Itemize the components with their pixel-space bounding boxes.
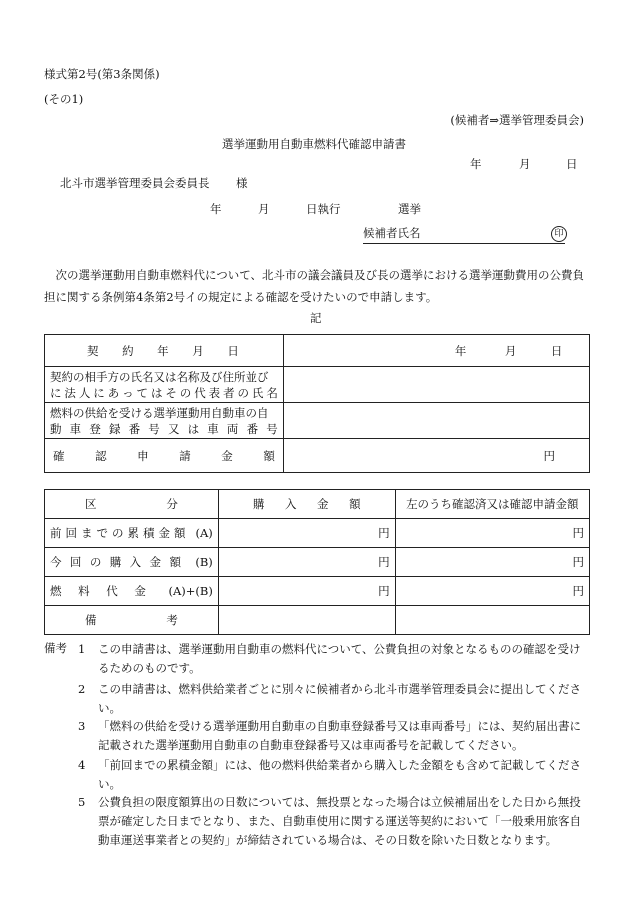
table-row <box>45 335 590 367</box>
document-title: 選挙運動用自動車燃料代確認申請書 <box>222 137 406 151</box>
candidate-name-field[interactable] <box>363 228 565 244</box>
form-number: 様式第2号(第3条関係) <box>44 67 160 81</box>
yen-unit: 円 <box>572 526 584 540</box>
table-row <box>45 548 590 577</box>
note-text: 「前回までの累積金額」には、他の燃料供給業者から購入した金額をも含めて記載してください。 <box>98 758 581 791</box>
row-label-fuel-cost: 燃 料 代 金 (A)+(B) <box>45 577 219 606</box>
body-text: 次の選挙運動用自動車燃料代について、北斗市の議会議員及び長の選挙における選挙運動費用の公費負担に関する条例第4条第2号イの規定による確認を受けたいので申請します。 <box>44 268 585 304</box>
note-number: 2 <box>78 682 86 696</box>
previous-total-purchase-field[interactable] <box>218 519 395 548</box>
form-sub-number: (その1) <box>44 92 84 106</box>
col-header-purchase-amount: 購 入 金 額 <box>218 490 395 519</box>
table-row <box>45 519 590 548</box>
yen-unit: 円 <box>572 584 584 598</box>
table-row <box>45 403 590 439</box>
note-number: 5 <box>78 795 86 809</box>
yen-unit: 円 <box>378 584 390 598</box>
contract-date-year: 年 <box>454 343 467 358</box>
contract-table <box>44 334 590 473</box>
election-held-day: 日執行 <box>306 202 341 216</box>
row-label-remarks: 備 考 <box>45 606 219 635</box>
election-month: 月 <box>258 202 270 216</box>
note-item <box>78 717 590 755</box>
contractor-field[interactable] <box>283 367 589 403</box>
amount-table <box>44 489 590 635</box>
table-row <box>45 439 590 473</box>
note-text: 「燃料の供給を受ける選挙運動用自動車の自動車登録番号又は車両番号」には、契約届出書に記載された選挙運動用自動車の自動車登録番号又は車両番号を記載してください。 <box>98 719 581 752</box>
remarks-purchase-field[interactable] <box>218 606 395 635</box>
note-text: 公費負担の限度額算出の日数については、無投票となった場合は立候補届出をした日から無投票が確定した日までとなり、また、自動車使用に関する運送等契約において「一般乗用旅客自動車運送事業者との契約」が締結されている場合は、その日数を除いた日数となります。 <box>98 795 581 847</box>
vehicle-number-field[interactable] <box>283 403 589 439</box>
fuel-cost-confirmed-field[interactable] <box>395 577 589 606</box>
row-label-current-purchase: 今 回 の 購 入 金 額 (B) <box>45 548 219 577</box>
contract-date-month: 月 <box>504 343 517 358</box>
table-header-row <box>45 490 590 519</box>
yen-unit: 円 <box>378 555 390 569</box>
note-item <box>78 680 590 718</box>
vehicle-number-label: 燃料の供給を受ける選挙運動用自動車の自 動 車 登 録 番 号 又 は 車 両 番 号 <box>45 403 284 439</box>
note-item <box>78 640 590 678</box>
request-amount-label: 確 認 申 請 金 額 <box>45 439 284 473</box>
current-confirmed-amount-field[interactable] <box>395 548 589 577</box>
note-item <box>78 756 590 794</box>
candidate-name-label: 候補者氏名 <box>363 226 421 240</box>
table-row <box>45 606 590 635</box>
contractor-label: 契約の相手方の氏名又は名称及び住所並び に 法 人 に あ っ て は そ の 代 表 者 の 氏 名 <box>45 367 284 403</box>
yen-unit: 円 <box>378 526 390 540</box>
request-amount-field[interactable] <box>283 439 589 473</box>
table-row <box>45 367 590 403</box>
row-label-previous-total: 前 回 ま で の 累 積 金 額 (A) <box>45 519 219 548</box>
addressee-name: 北斗市選挙管理委員会委員長 <box>60 176 210 190</box>
note-text: この申請書は、燃料供給業者ごとに別々に候補者から北斗市選挙管理委員会に提出してください。 <box>98 682 581 715</box>
note-item <box>78 793 590 853</box>
note-number: 4 <box>78 758 86 772</box>
date-day: 日 <box>566 157 578 171</box>
contract-date-day: 日 <box>550 343 563 358</box>
fuel-cost-purchase-field[interactable] <box>218 577 395 606</box>
note-number: 1 <box>78 642 86 656</box>
note-number: 3 <box>78 719 86 733</box>
contract-date-field[interactable] <box>283 335 589 367</box>
note-text: この申請書は、選挙運動用自動車の燃料代について、公費負担の対象となるものの確認を受けるためのものです。 <box>98 642 581 675</box>
contract-date-label: 契 約 年 月 日 <box>45 335 284 367</box>
date-month: 月 <box>519 157 531 171</box>
date-year: 年 <box>470 157 482 171</box>
current-purchase-amount-field[interactable] <box>218 548 395 577</box>
ki-label: 記 <box>310 311 322 325</box>
submission-route: (候補者⇒選挙管理委員会) <box>450 113 584 127</box>
table-row <box>45 577 590 606</box>
addressee-honorific: 様 <box>236 176 248 190</box>
seal-mark: 印 <box>551 226 567 242</box>
notes-heading: 備考 <box>44 641 67 655</box>
remarks-confirmed-field[interactable] <box>395 606 589 635</box>
yen-unit: 円 <box>543 448 555 463</box>
yen-unit: 円 <box>572 555 584 569</box>
election-year: 年 <box>210 202 222 216</box>
previous-total-confirmed-field[interactable] <box>395 519 589 548</box>
col-header-category: 区 分 <box>45 490 219 519</box>
col-header-confirmed-amount: 左のうち確認済又は確認申請金額 <box>395 490 589 519</box>
election-name: 選挙 <box>398 202 421 216</box>
